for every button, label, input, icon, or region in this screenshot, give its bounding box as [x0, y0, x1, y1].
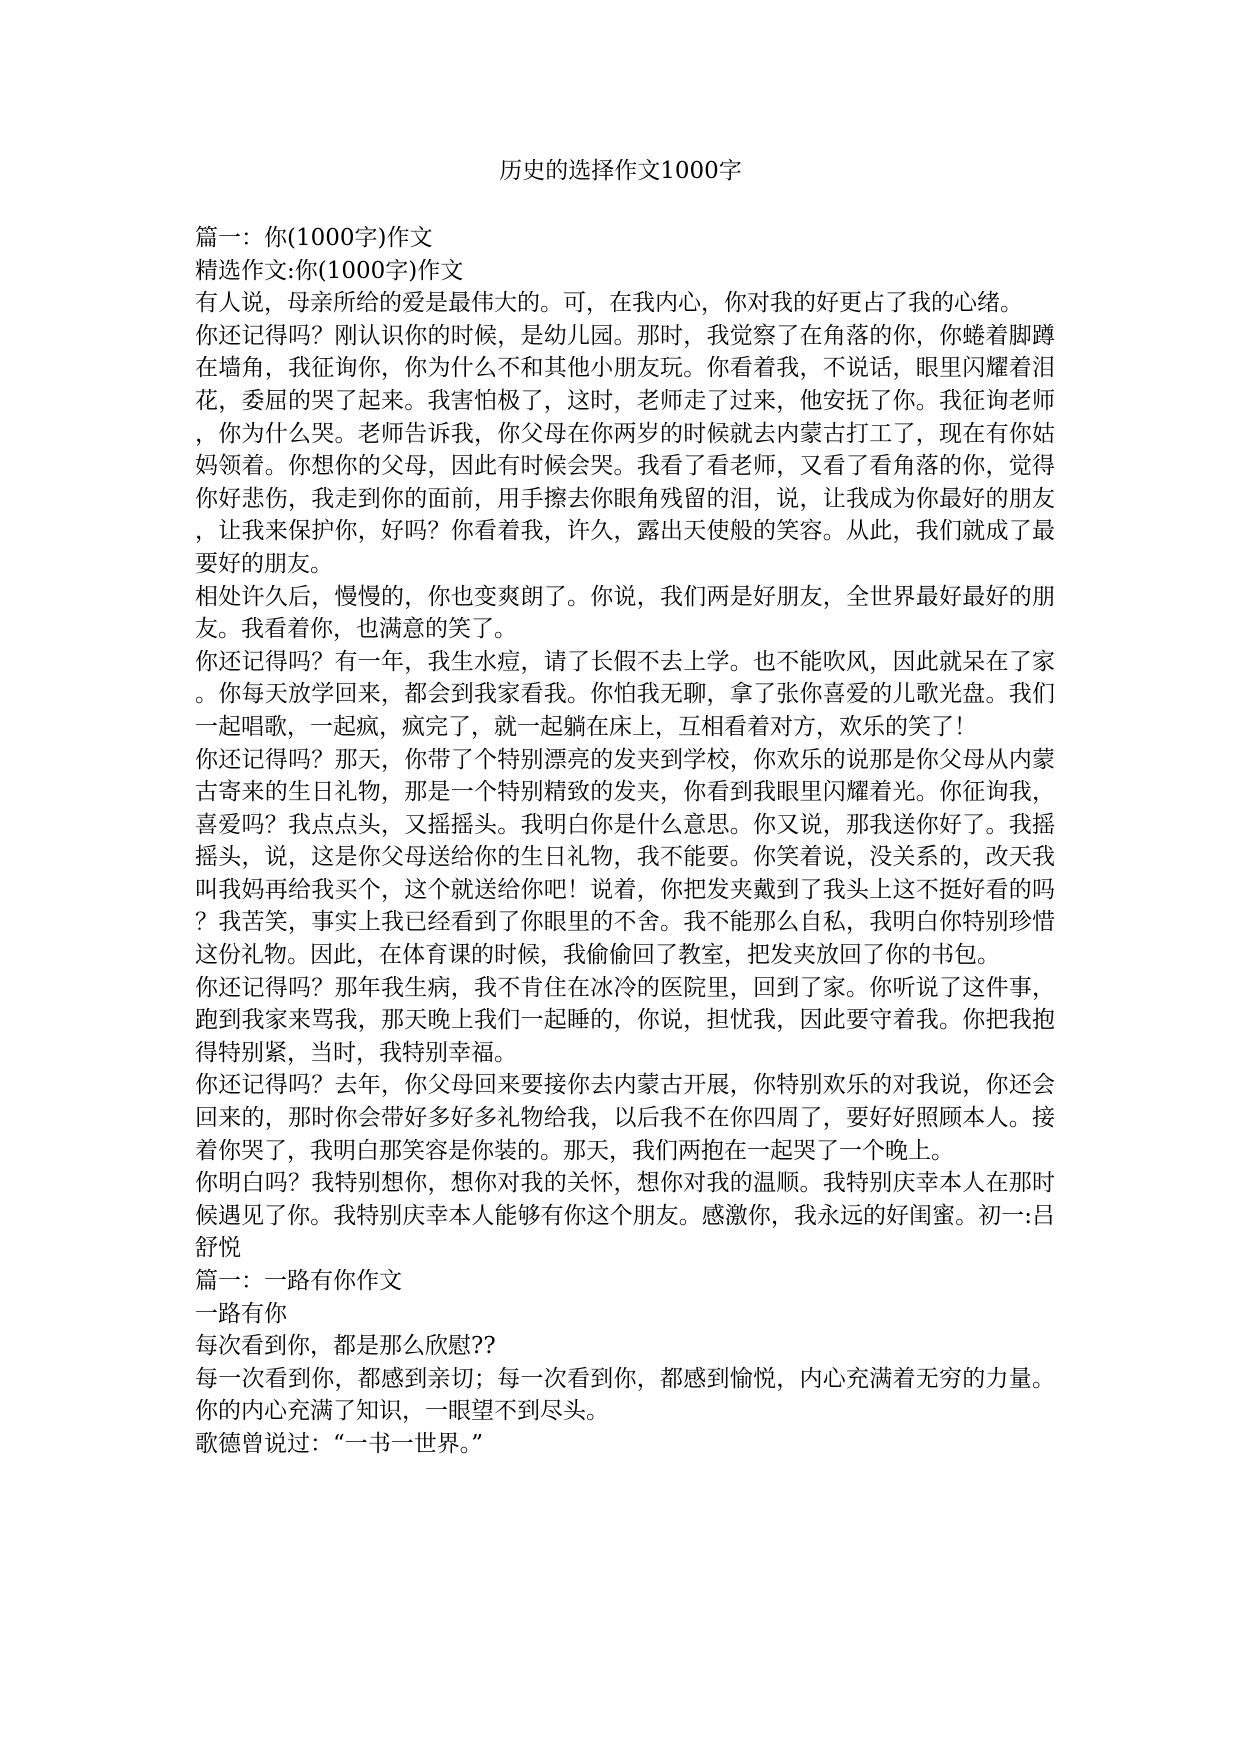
body-paragraph: 你还记得吗？那天，你带了个特别漂亮的发夹到学校，你欢乐的说那是你父母从内蒙古寄来的生日礼物，那是一个特别精致的发夹，你看到我眼里闪耀着光。你征询我，喜爱吗？我点点头，又摇摇头。我明白你是什么意思。你又说，那我送你好了。我摇摇头，说，这是你父母送给你的生日礼物，我不能要。你笑着说，没关系的，改天我叫我妈再给我买个，这个就送给你吧！说着，你把发夹戴到了我头上这不挺好看的吗？我苦笑，事实上我已经看到了你眼里的不舍。我不能那么自私，我明白你特别珍惜这份礼物。因此，在体育课的时候，我偷偷回了教室，把发夹放回了你的书包。: [195, 746, 1055, 969]
section-heading: 篇一：一路有你作文: [195, 1268, 402, 1294]
body-paragraph: 每次看到你，都是那么欣慰??: [195, 1333, 496, 1360]
body-paragraph: 你还记得吗？刚认识你的时候，是幼儿园。那时，我觉察了在角落的你，你蜷着脚蹲在墙角，我征询你，你为什么不和其他小朋友玩。你看着我，不说话，眼里闪耀着泪花，委屈的哭了起来。我害怕极了，这时，老师走了过来，他安抚了你。我征询老师，你为什么哭。老师告诉我，你父母在你两岁的时候就去内蒙古打工了，现在有你姑妈领着。你想你的父母，因此有时候会哭。我看了看老师，又看了看角落的你，觉得你好悲伤，我走到你的面前，用手擦去你眼角残留的泪，说，让我成为你最好的朋友，让我来保护你，好吗？你看着我，许久，露出天使般的笑容。从此，我们就成了最要好的朋友。: [195, 322, 1055, 577]
body-paragraph: 歌德曾说过：“一书一世界。”: [195, 1430, 484, 1457]
body-paragraph: 你还记得吗？那年我生病，我不肯住在冰冷的医院里，回到了家。你听说了这件事，跑到我家来骂我，那天晚上我们一起睡的，你说，担忧我，因此要守着我。你把我抱得特别紧，当时，我特别幸福。: [195, 974, 1055, 1066]
article-subtitle: 一路有你: [195, 1300, 287, 1327]
body-paragraph: 每一次看到你，都感到亲切；每一次看到你，都感到愉悦，内心充满着无穷的力量。你的内心充满了知识，一眼望不到尽头。: [195, 1365, 1055, 1425]
body-paragraph: 你还记得吗？有一年，我生水痘，请了长假不去上学。也不能吹风，因此就呆在了家。你每天放学回来，都会到我家看我。你怕我无聊，拿了张你喜爱的儿歌光盘。我们一起唱歌，一起疯，疯完了，就一起躺在床上，互相看着对方，欢乐的笑了！: [195, 648, 1055, 740]
body-paragraph: 相处许久后，慢慢的，你也变爽朗了。你说，我们两是好朋友，全世界最好最好的朋友。我看着你，也满意的笑了。: [195, 583, 1055, 643]
section-heading: 篇一：你(1000字)作文: [195, 225, 433, 251]
document-body: [195, 222, 1055, 1461]
article-subtitle: 精选作文:你(1000字)作文: [195, 257, 464, 284]
body-paragraph: 你明白吗？我特别想你，想你对我的关怀，想你对我的温顺。我特别庆幸本人在那时候遇见了你。我特别庆幸本人能够有你这个朋友。感激你，我永远的好闺蜜。初一:吕舒悦: [195, 1170, 1055, 1262]
body-paragraph: 你还记得吗？去年，你父母回来要接你去内蒙古开展，你特别欢乐的对我说，你还会回来的，那时你会带好多好多礼物给我，以后我不在你四周了，要好好照顾本人。接着你哭了，我明白那笑容是你装的。那天，我们两抱在一起哭了一个晚上。: [195, 1072, 1055, 1164]
body-paragraph: 有人说，母亲所给的爱是最伟大的。可，在我内心，你对我的好更占了我的心绪。: [195, 290, 1023, 317]
document-title: 历史的选择作文1000字: [499, 158, 742, 184]
